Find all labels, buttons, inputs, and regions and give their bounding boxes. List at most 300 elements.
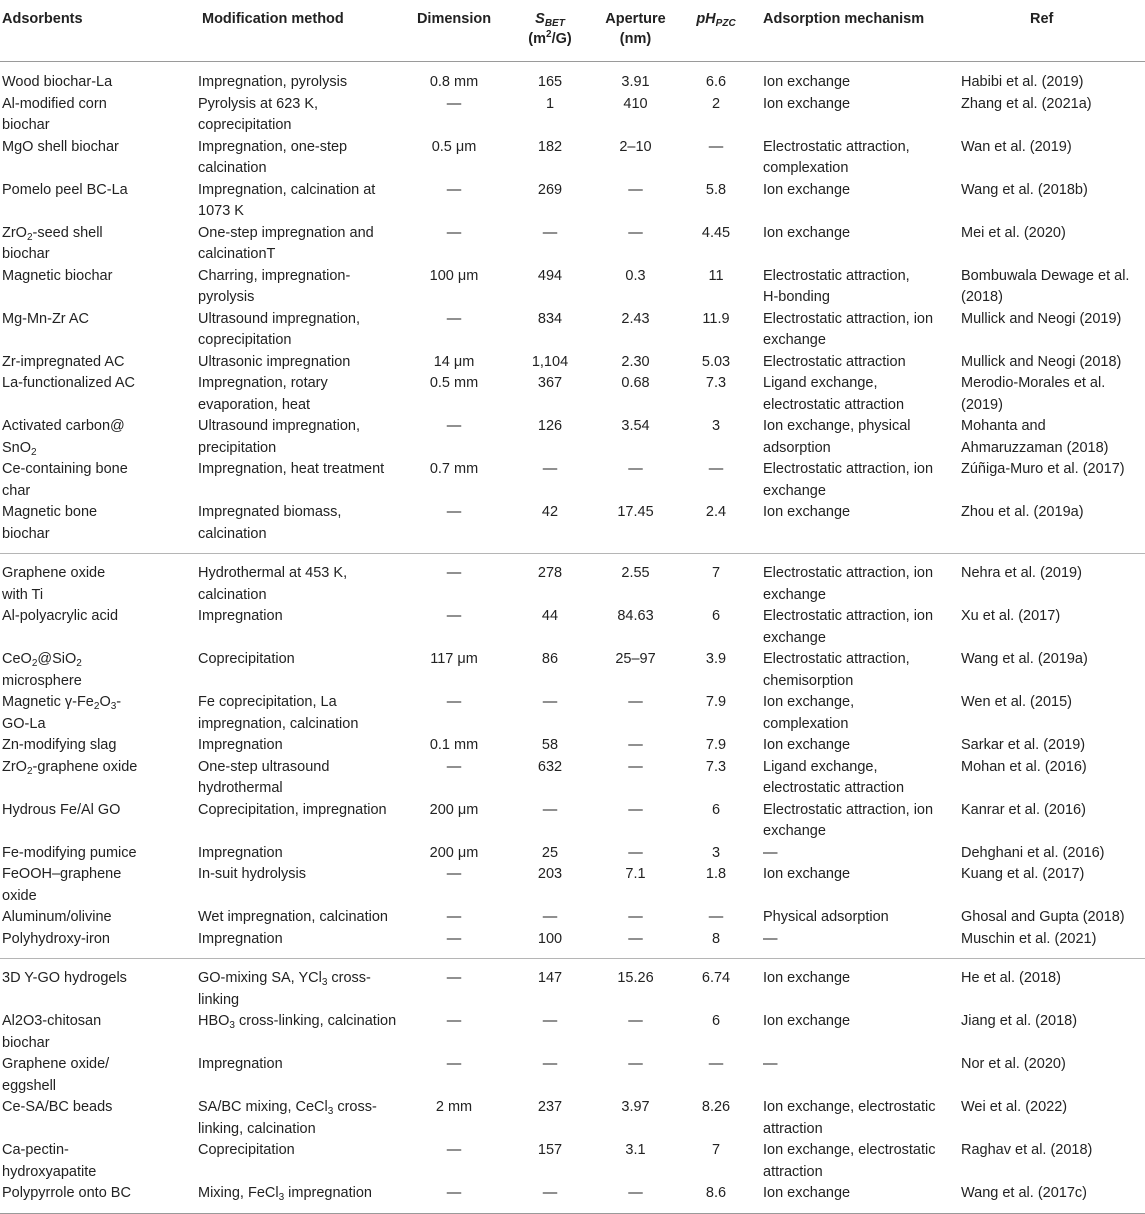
cell-adsorbent [0, 1183, 196, 1205]
cell-line: — [446, 1056, 462, 1072]
cell-sbet [507, 373, 593, 416]
cell-line: — [628, 224, 643, 241]
cell-line: microsphere [2, 672, 82, 689]
cell-line: — [446, 1142, 462, 1158]
cell-line: Ca-pectin- [2, 1142, 69, 1158]
cell-line: 7 [711, 1142, 721, 1158]
cell-sbet [507, 416, 593, 459]
cell-line: Al-polyacrylic acid [2, 608, 119, 624]
cell-sbet [507, 649, 593, 692]
cell-line: Pyrolysis at 623 K, [198, 95, 319, 112]
cell-dimension [401, 94, 507, 137]
cell-line: — [446, 418, 462, 434]
cell-sbet [507, 180, 593, 223]
cell-line: — [708, 461, 724, 477]
cell-line: Mullick and Neogi (2018) [961, 353, 1122, 370]
cell-dimension [401, 554, 507, 607]
cell-line: — [446, 694, 462, 710]
cell-line: 6.6 [705, 74, 727, 90]
cell-line: FeOOH–graphene [2, 866, 122, 882]
group-divider [0, 950, 1145, 959]
cell-sbet [507, 606, 593, 649]
cell-line: 126 [537, 418, 563, 434]
cell-line: linking [198, 991, 240, 1008]
cell-line: 1073 K [198, 203, 244, 219]
cell-line: Ghosal and Gupta (2018) [961, 909, 1125, 925]
cell-line: — [628, 737, 643, 753]
cell-line: — [542, 224, 558, 241]
cell-line: exchange [763, 482, 826, 499]
cell-line: — [708, 138, 724, 155]
header-modification-method: Modification method [196, 0, 401, 62]
cell-modification-method [196, 180, 401, 223]
cell-line: — [628, 1056, 643, 1072]
cell-dimension [401, 800, 507, 843]
cell-modification-method [196, 757, 401, 800]
cell-sbet [507, 1097, 593, 1140]
cell-modification-method [196, 692, 401, 735]
cell-adsorption-mechanism [754, 929, 955, 951]
cell-line: 58 [541, 737, 559, 753]
cell-line: — [628, 844, 643, 861]
cell-line: — [542, 801, 558, 818]
cell-line: Wood biochar-La [2, 74, 113, 90]
cell-adsorbent [0, 223, 196, 266]
cell-line: GO-mixing SA, YCl$_3$ cross- [198, 970, 371, 988]
cell-adsorbent [0, 1011, 196, 1054]
cell-adsorbent [0, 649, 196, 692]
cell-adsorption-mechanism [754, 1183, 955, 1205]
cell-dimension [401, 266, 507, 309]
cell-adsorbent [0, 606, 196, 649]
cell-sbet [507, 1140, 593, 1183]
cell-line: Raghav et al. (2018) [961, 1142, 1093, 1158]
cell-adsorption-mechanism [754, 266, 955, 309]
cell-sbet [507, 459, 593, 502]
cell-line: Impregnation [198, 844, 283, 861]
cell-adsorbent [0, 843, 196, 865]
cell-aperture [593, 554, 678, 607]
cell-aperture [593, 800, 678, 843]
cell-line: Ce-containing bone [2, 461, 128, 477]
table-row [0, 864, 1145, 907]
cell-ref [955, 1011, 1145, 1054]
cell-line: Electrostatic attraction, ion [763, 801, 934, 818]
cell-line: Electrostatic attraction [763, 353, 906, 370]
cell-line: — [446, 930, 462, 947]
cell-line: Electrostatic attraction, ion [763, 565, 934, 581]
cell-dimension [401, 959, 507, 1012]
cell-line: — [542, 1056, 558, 1072]
cell-sbet [507, 352, 593, 374]
cell-line: — [446, 1185, 462, 1201]
cell-modification-method [196, 309, 401, 352]
cell-aperture [593, 864, 678, 907]
cell-line: Wei et al. (2022) [961, 1099, 1068, 1115]
cell-line: 117 μm [430, 651, 478, 667]
cell-dimension [401, 1011, 507, 1054]
cell-line: — [446, 608, 462, 624]
cell-modification-method [196, 554, 401, 607]
cell-adsorbent [0, 929, 196, 951]
cell-line: Fe-modifying pumice [2, 844, 137, 861]
cell-aperture [593, 180, 678, 223]
cell-adsorption-mechanism [754, 649, 955, 692]
cell-aperture [593, 416, 678, 459]
cell-ref [955, 1140, 1145, 1183]
cell-ph-pzc [678, 137, 754, 180]
table-row [0, 757, 1145, 800]
cell-line: electrostatic attraction [763, 780, 905, 796]
cell-line: calcinationT [198, 246, 276, 262]
cell-aperture [593, 223, 678, 266]
cell-sbet [507, 692, 593, 735]
cell-ref [955, 735, 1145, 757]
cell-aperture [593, 72, 678, 94]
cell-adsorbent [0, 352, 196, 374]
cell-ph-pzc [678, 843, 754, 865]
cell-line: Electrostatic attraction, [763, 267, 910, 284]
cell-ref [955, 800, 1145, 843]
table-row [0, 459, 1145, 502]
cell-dimension [401, 692, 507, 735]
cell-adsorbent [0, 266, 196, 309]
cell-line: 0.7 mm [429, 461, 479, 477]
cell-dimension [401, 72, 507, 94]
cell-adsorption-mechanism [754, 72, 955, 94]
cell-line: 8.6 [705, 1185, 727, 1201]
cell-ref [955, 1183, 1145, 1205]
cell-line: Coprecipitation [198, 651, 295, 667]
cell-line: 2 mm [435, 1099, 473, 1115]
cell-dimension [401, 137, 507, 180]
cell-line: — [628, 181, 643, 198]
cell-aperture [593, 649, 678, 692]
cell-line: 6.74 [701, 970, 731, 986]
cell-line: linking, calcination [198, 1120, 316, 1137]
cell-line: 25 [541, 844, 559, 861]
cell-line: 0.3 [625, 267, 646, 284]
cell-line: 7.9 [705, 737, 727, 753]
cell-modification-method [196, 800, 401, 843]
cell-line: calcination [198, 160, 267, 176]
cell-sbet [507, 309, 593, 352]
table-row [0, 94, 1145, 137]
cell-modification-method [196, 606, 401, 649]
cell-line: — [542, 1013, 558, 1029]
cell-line: Wang et al. (2018b) [961, 181, 1088, 198]
cell-line: MgO shell biochar [2, 138, 119, 155]
cell-line: 11 [708, 267, 724, 284]
cell-line: 410 [623, 95, 648, 112]
cell-adsorption-mechanism [754, 864, 955, 907]
cell-sbet [507, 864, 593, 907]
cell-line: 84.63 [617, 608, 654, 624]
cell-line: Impregnation, rotary [198, 375, 328, 391]
cell-line: Impregnation, heat treatment [198, 461, 385, 477]
cell-aperture [593, 137, 678, 180]
cell-line: — [763, 930, 778, 947]
cell-sbet [507, 94, 593, 137]
cell-sbet [507, 959, 593, 1012]
cell-line: Bombuwala Dewage et al. [961, 267, 1130, 284]
cell-line: Wang et al. (2019a) [961, 651, 1088, 667]
cell-aperture [593, 94, 678, 137]
cell-line: Ion exchange [763, 181, 851, 198]
cell-modification-method [196, 94, 401, 137]
cell-line: 0.68 [621, 375, 650, 391]
cell-line: 4.45 [701, 224, 731, 241]
cell-line: biochar [2, 117, 50, 133]
cell-line: — [763, 1056, 778, 1072]
cell-line: evaporation, heat [198, 396, 311, 413]
cell-line: Magnetic biochar [2, 267, 113, 284]
cell-line: — [446, 970, 462, 986]
cell-line: 7.3 [705, 758, 727, 775]
cell-line: precipitation [198, 439, 277, 456]
cell-ref [955, 1097, 1145, 1140]
cell-ph-pzc [678, 1140, 754, 1183]
cell-line: SA/BC mixing, CeCl$_3$ cross- [198, 1099, 377, 1117]
cell-adsorption-mechanism [754, 843, 955, 865]
cell-line: 14 μm [433, 353, 475, 370]
cell-line: 2.43 [621, 310, 650, 327]
cell-dimension [401, 1140, 507, 1183]
table-row [0, 929, 1145, 951]
cell-line: Ultrasonic impregnation [198, 353, 351, 370]
cell-dimension [401, 223, 507, 266]
cell-line: hydrothermal [198, 780, 283, 796]
cell-line: — [628, 694, 643, 710]
table-row [0, 1011, 1145, 1054]
cell-dimension [401, 929, 507, 951]
cell-line: 6 [711, 801, 721, 818]
cell-ref [955, 606, 1145, 649]
cell-ph-pzc [678, 907, 754, 929]
cell-line: 25–97 [615, 651, 656, 667]
cell-aperture [593, 309, 678, 352]
cell-line: 8.26 [701, 1099, 731, 1115]
cell-adsorbent [0, 554, 196, 607]
cell-line: — [628, 801, 643, 818]
cell-line: Ahmaruzzaman (2018) [961, 439, 1109, 456]
cell-line: Polypyrrole onto BC [2, 1185, 131, 1201]
cell-modification-method [196, 373, 401, 416]
table-header [0, 0, 1145, 62]
cell-line: hydroxyapatite [2, 1163, 97, 1180]
cell-line: exchange [763, 332, 826, 348]
cell-aperture [593, 373, 678, 416]
cell-line: Pomelo peel BC-La [2, 181, 128, 198]
table-row [0, 649, 1145, 692]
cell-adsorbent [0, 907, 196, 929]
cell-modification-method [196, 843, 401, 865]
cell-adsorbent [0, 735, 196, 757]
cell-line: Ion exchange [763, 737, 851, 753]
cell-line: 5.03 [701, 353, 731, 370]
table-row [0, 1097, 1145, 1140]
cell-modification-method [196, 864, 401, 907]
cell-line: Ion exchange [763, 224, 851, 241]
cell-adsorbent [0, 800, 196, 843]
cell-line: Al2O3-chitosan [2, 1013, 102, 1029]
cell-line: Electrostatic attraction, [763, 651, 910, 667]
cell-line: adsorption [763, 439, 831, 456]
cell-sbet [507, 502, 593, 545]
cell-line: — [542, 909, 558, 925]
cell-aperture [593, 266, 678, 309]
cell-line: Wang et al. (2017c) [961, 1185, 1087, 1201]
cell-ref [955, 649, 1145, 692]
cell-adsorption-mechanism [754, 1097, 955, 1140]
cell-ref [955, 554, 1145, 607]
cell-adsorption-mechanism [754, 1011, 955, 1054]
cell-line: SnO$_2$ [2, 439, 37, 458]
cell-line: Mohan et al. (2016) [961, 758, 1087, 775]
cell-line: Jiang et al. (2018) [961, 1013, 1078, 1029]
cell-line: Ce-SA/BC beads [2, 1099, 113, 1115]
cell-line: Electrostatic attraction, [763, 138, 910, 155]
cell-line: attraction [763, 1163, 823, 1180]
cell-line: Mohanta and [961, 418, 1046, 434]
cell-line: — [446, 181, 462, 198]
cell-adsorbent [0, 757, 196, 800]
cell-ref [955, 373, 1145, 416]
cell-line: Impregnation [198, 1056, 283, 1072]
cell-line: 157 [537, 1142, 563, 1158]
cell-line: Kuang et al. (2017) [961, 866, 1085, 882]
cell-line: Hydrous Fe/Al GO [2, 801, 121, 818]
cell-adsorption-mechanism [754, 692, 955, 735]
cell-line: — [708, 909, 724, 925]
cell-adsorption-mechanism [754, 137, 955, 180]
cell-ph-pzc [678, 929, 754, 951]
cell-ref [955, 843, 1145, 865]
cell-ref [955, 94, 1145, 137]
cell-sbet [507, 137, 593, 180]
cell-sbet [507, 72, 593, 94]
cell-line: — [446, 95, 462, 112]
cell-adsorption-mechanism [754, 180, 955, 223]
cell-ph-pzc [678, 459, 754, 502]
cell-line: biochar [2, 525, 50, 542]
cell-dimension [401, 864, 507, 907]
cell-ph-pzc [678, 352, 754, 374]
cell-line: 7.3 [705, 375, 727, 391]
cell-line: — [446, 310, 462, 327]
cell-adsorption-mechanism [754, 352, 955, 374]
cell-line: Dehghani et al. (2016) [961, 844, 1105, 861]
cell-ph-pzc [678, 180, 754, 223]
cell-aperture [593, 692, 678, 735]
cell-ref [955, 1054, 1145, 1097]
table-row [0, 1054, 1145, 1097]
cell-line: Ion exchange, physical [763, 418, 911, 434]
cell-line: exchange [763, 629, 826, 646]
table-row [0, 352, 1145, 374]
cell-line: attraction [763, 1120, 823, 1137]
cell-sbet [507, 266, 593, 309]
cell-ref [955, 416, 1145, 459]
cell-line: Electrostatic attraction, ion [763, 310, 934, 327]
cell-adsorption-mechanism [754, 907, 955, 929]
cell-line: chemisorption [763, 672, 854, 689]
cell-sbet [507, 843, 593, 865]
cell-ph-pzc [678, 309, 754, 352]
cell-adsorption-mechanism [754, 94, 955, 137]
cell-line: 11.9 [702, 310, 730, 327]
table-row [0, 137, 1145, 180]
cell-adsorbent [0, 94, 196, 137]
cell-modification-method [196, 929, 401, 951]
cell-line: Merodio-Morales et al. [961, 375, 1106, 391]
cell-line: In-suit hydrolysis [198, 866, 306, 882]
cell-aperture [593, 929, 678, 951]
cell-line: Zúñiga-Muro et al. (2017) [961, 461, 1125, 477]
cell-line: — [446, 565, 462, 581]
cell-line: (2019) [961, 396, 1003, 413]
cell-adsorbent [0, 137, 196, 180]
cell-adsorbent [0, 416, 196, 459]
cell-line: Impregnation [198, 608, 283, 624]
cell-modification-method [196, 1054, 401, 1097]
cell-adsorbent [0, 1054, 196, 1097]
cell-adsorption-mechanism [754, 959, 955, 1012]
table-row [0, 373, 1145, 416]
cell-line: — [628, 1185, 643, 1201]
cell-line: 7 [711, 565, 721, 581]
cell-line: 2.55 [621, 565, 650, 581]
cell-line: Impregnation [198, 930, 283, 947]
cell-aperture [593, 1140, 678, 1183]
cell-ph-pzc [678, 1183, 754, 1205]
cell-line: Ion exchange [763, 504, 851, 520]
cell-line: Fe coprecipitation, La [198, 694, 337, 710]
cell-dimension [401, 735, 507, 757]
cell-line: — [446, 1013, 462, 1029]
cell-line: Coprecipitation [198, 1142, 295, 1158]
header-adsorption-mechanism: Adsorption mechanism [754, 0, 955, 62]
cell-sbet [507, 1183, 593, 1205]
cell-ph-pzc [678, 266, 754, 309]
cell-adsorbent [0, 72, 196, 94]
cell-adsorption-mechanism [754, 373, 955, 416]
cell-line: Ion exchange [763, 866, 851, 882]
cell-ref [955, 864, 1145, 907]
cell-adsorption-mechanism [754, 757, 955, 800]
cell-line: 1.8 [705, 866, 727, 882]
cell-line: — [446, 224, 462, 241]
cell-ph-pzc [678, 864, 754, 907]
cell-line: 269 [537, 181, 563, 198]
cell-line: Al-modified corn [2, 95, 107, 112]
cell-ph-pzc [678, 1054, 754, 1097]
cell-line: 834 [537, 310, 563, 327]
cell-line: electrostatic attraction [763, 396, 905, 413]
cell-line: — [542, 1185, 558, 1201]
cell-adsorbent [0, 1140, 196, 1183]
cell-adsorbent [0, 864, 196, 907]
cell-ref [955, 907, 1145, 929]
cell-line: ZrO$_2$-seed shell [2, 224, 103, 243]
cell-line: 165 [537, 74, 563, 90]
cell-line: Ion exchange [763, 74, 851, 90]
cell-line: Impregnated biomass, [198, 504, 342, 520]
cell-line: Impregnation, one-step [198, 138, 348, 155]
cell-line: Graphene oxide/ [2, 1056, 110, 1072]
cell-line: — [708, 1056, 724, 1072]
cell-line: Charring, impregnation- [198, 267, 351, 284]
